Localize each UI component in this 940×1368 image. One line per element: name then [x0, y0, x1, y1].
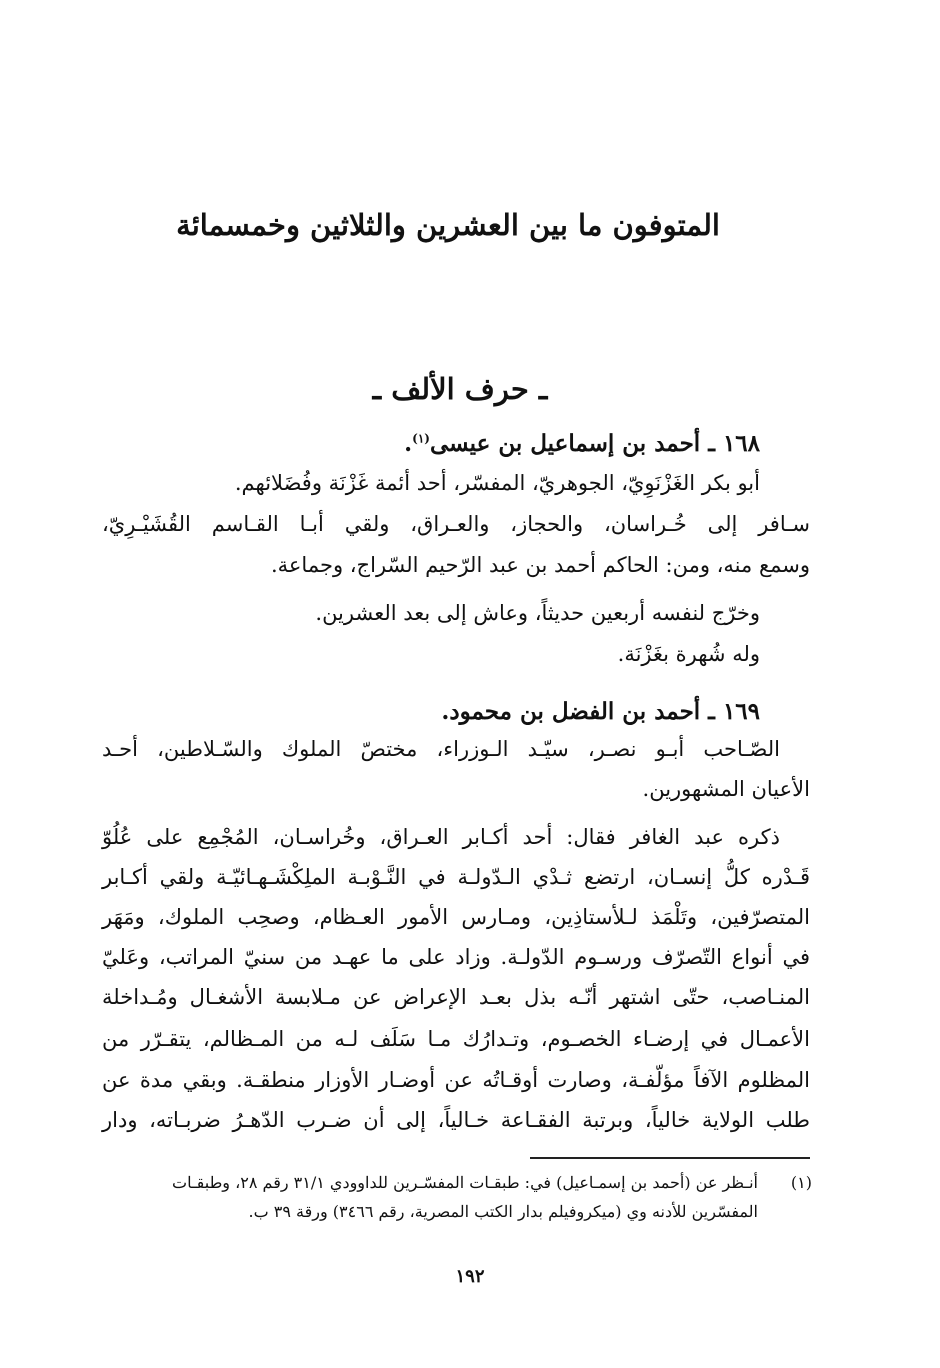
body-line: قَـدْره كلُّ إنسـان، ارتضع ثـدْي الـدّولـة في النَّـوْبـة الملِكْشَـهـائيّـة ولقي أكـابر [102, 865, 810, 889]
body-line: وله شُهرة بغَزْنَة. [617, 642, 760, 666]
body-line: طلب الولاية خالياً، وبرتبة الفقـاعة خـالياً، إلى أن ضـرب الدّهـرُ ضربـاته، ودار [102, 1108, 810, 1132]
body-line: وخرّج لنفسه أربعين حديثاً، وعاش إلى بعد العشرين. [315, 601, 760, 625]
body-line: في أنواع التّصرّف ورسـوم الدّولـة. وزاد على ما عهـد من سنيّ المراتب، وعَليّ [102, 945, 810, 969]
entry-heading-168 [404, 430, 760, 457]
body-line: أبو بكر الغَزْنَوِيّ، الجوهريّ، المفسّر، أحد أئمة غَزْنَة وفُضَلائهم. [234, 471, 760, 495]
footnote-reference: (١) [412, 431, 430, 446]
body-line: وسمع منه، ومن: الحاكم أحمد بن عبد الرّحيم السّراج، وجماعة. [270, 553, 810, 577]
body-line: المظلوم الآفاً مؤلّفـة، وصارت أوقـاتُه عن أوضـار الأوزار منطقـة. وبقي مدة عن [102, 1068, 810, 1092]
entry-heading-period: . [404, 430, 413, 457]
chapter-title: المتوفون ما بين العشرين والثلاثين وخمسمائة [176, 208, 720, 242]
footnote-separator [530, 1157, 810, 1159]
body-line: سـافر إلى خُـراسان، والحجاز، والعـراق، ولقي أبـا القـاسم القُشَيْـرِيّ، [102, 512, 810, 536]
body-line: الصّـاحب أبـو نصـر، سيّـد الـوزراء، مختصّ الملوك والسّـلاطين، أحـد [102, 737, 780, 761]
page-number: ١٩٢ [455, 1266, 485, 1287]
footnote-number: (١) [790, 1173, 812, 1192]
footnote-line: المفسّرين للأدنه وي (ميكروفيلم بدار الكتب المصرية، رقم ٣٤٦٦) ورقة ٣٩ ب. [248, 1202, 758, 1221]
body-line: الأعمـال في إرضـاء الخصـوم، وتـدارُك مـا سَلَف لـه من المـظالم، يتقـرّر من [102, 1027, 810, 1051]
footnote-line: أنـظر عن (أحمد بن إسمـاعيل) في: طبقـات المفسّـرين للداوودي ٣١/١ رقم ٢٨، وطبقـات [172, 1173, 758, 1192]
entry-heading-169: ١٦٩ ـ أحمد بن الفضل بن محمود. [441, 698, 760, 725]
body-line: الأعيان المشهورين. [642, 777, 810, 801]
body-line: المنـاصب، حتّى اشتهر أنّـه بذل بعـد الإعراض عن مـلابسة الأشغـال ومُـداخلة [102, 985, 810, 1009]
body-line: المتصرّفين، وتَلْمَذ لـلأستاذِين، ومـارس الأمور العـظام، وصحِب الملوك، ومَهَر [102, 905, 810, 929]
entry-heading-text: ١٦٨ ـ أحمد بن إسماعيل بن عيسى [429, 430, 760, 457]
body-line: ذكره عبد الغافر فقال: أحد أكـابر العـراق، وخُراسـان، المُجْمِع على عُلُوّ [102, 825, 780, 849]
section-heading: ـ حرف الألف ـ [372, 372, 548, 406]
